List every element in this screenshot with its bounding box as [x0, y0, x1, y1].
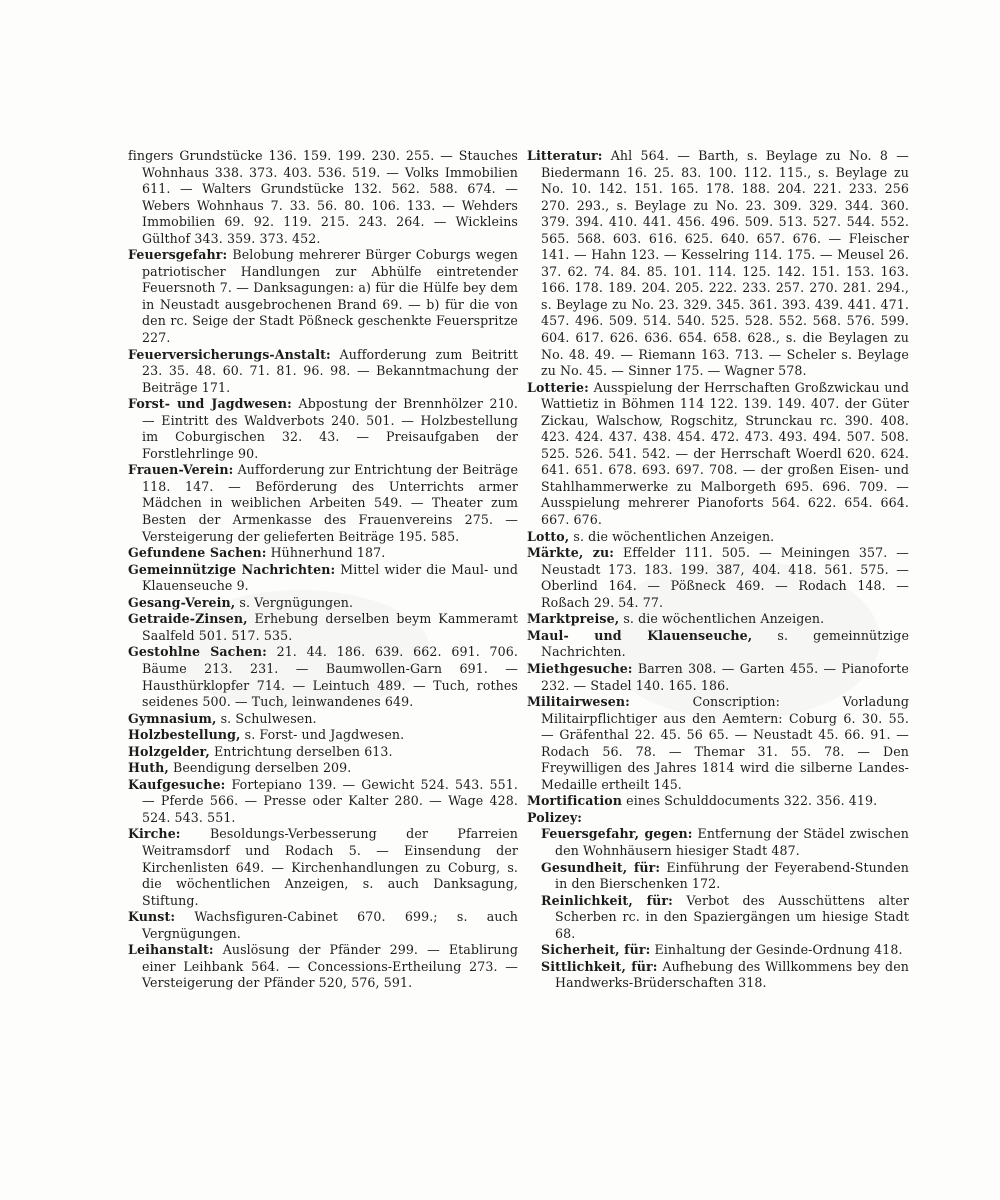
entry-references: Erhebung derselben beym Kammeramt Saalfeld 501. 517. 535.: [142, 611, 518, 643]
entry-heading: Kirche:: [128, 826, 181, 842]
polizey-subentry: [527, 942, 909, 959]
entry-references: Abpostung der Brennhölzer 210. — Eintritt des Waldverbots 240. 501. — Holzbestellung im Coburgischen 32. 43. — Preisaufgaben der Forstlehrlinge 90.: [142, 396, 518, 461]
entry-heading: Holzbestellung,: [128, 727, 241, 743]
index-entry: [128, 711, 518, 728]
index-entry: [527, 529, 909, 546]
entry-references: s. gemeinnützige Nachrichten.: [541, 627, 909, 660]
entry-references: Auslösung der Pfänder 299. — Etablirung einer Leihbank 564. — Concessions-Ertheilung 273. — Versteigerung der Pfänder 520, 576, 591.: [142, 942, 518, 991]
entry-references: Mittel wider die Maul- und Klauenseuche 9.: [142, 561, 518, 594]
entry-heading: Frauen-Verein:: [128, 462, 234, 478]
index-entry: [128, 611, 518, 644]
entry-references: s. Forst- und Jagdwesen.: [240, 727, 405, 743]
entry-heading: Märkte, zu:: [527, 545, 614, 561]
entry-references: Fortepiano 139. — Gewicht 524. 543. 551. — Pferde 566. — Presse oder Kalter 280. — Wage 428. 524. 543. 551.: [142, 776, 518, 825]
entry-references: Aufhebung des Willkommens bey den Handwerks-Brüderschaften 318.: [555, 958, 909, 991]
index-entry: [128, 347, 518, 397]
entry-heading: Marktpreise,: [527, 611, 620, 627]
entry-references: Einführung der Feyerabend-Stunden in den Bierschenken 172.: [555, 859, 909, 892]
index-entry: [128, 595, 518, 612]
index-entry: [527, 148, 909, 380]
index-entry: [527, 694, 909, 793]
left-column: [128, 148, 518, 992]
entry-heading: Holzgelder,: [128, 743, 210, 759]
index-entry: [527, 611, 909, 628]
index-entry: [128, 148, 518, 247]
entry-references: s. die wöchentlichen Anzeigen.: [619, 611, 825, 627]
index-entry: [128, 562, 518, 595]
polizey-subentry: [527, 959, 909, 992]
entry-references: fingers Grundstücke 136. 159. 199. 230. 255. — Stauches Wohnhaus 338. 373. 403. 536. 519. — Volks Immobilien 611. — Walters Grundstücke 132. 562. 588. 674. — Webers Wohnhaus 7. 33. 56. 80. 106. 133. — Wehders Immobilien 69. 92. 119. 215. 243. 264. — Wickleins Gülthof 343. 359. 373. 452.: [128, 148, 518, 246]
entry-heading: Gymnasium,: [128, 710, 217, 726]
entry-heading: Getraide-Zinsen,: [128, 611, 248, 627]
entry-heading: Gesundheit, für:: [541, 859, 661, 875]
entry-references: s. Vergnügungen.: [235, 594, 354, 610]
index-entry: [527, 793, 909, 810]
entry-heading: Gestohlne Sachen:: [128, 644, 267, 660]
entry-heading: Leihanstalt:: [128, 942, 214, 958]
index-entry: [128, 777, 518, 827]
index-entry: [527, 380, 909, 529]
entry-heading: Reinlichkeit, für:: [541, 892, 673, 908]
right-column: [527, 148, 909, 992]
entry-heading: Polizey:: [527, 809, 583, 825]
entry-heading: Gemeinnützige Nachrichten:: [128, 561, 336, 577]
entry-references: Aufforderung zum Beitritt 23. 35. 48. 60. 71. 81. 96. 98. — Bekanntmachung der Beiträge 171.: [142, 346, 518, 395]
entry-heading: Litteratur:: [527, 148, 603, 163]
polizey-subentry: [527, 893, 909, 943]
polizey-subentry: [527, 860, 909, 893]
entry-references: s. die wöchentlichen Anzeigen.: [569, 528, 775, 544]
entry-heading: Sittlichkeit, für:: [541, 958, 658, 974]
entry-references: Barren 308. — Garten 455. — Pianoforte 232. — Stadel 140. 165. 186.: [541, 660, 909, 693]
index-entry: [128, 727, 518, 744]
entry-references: Ausspielung der Herrschaften Großzwickau und Wattietiz in Böhmen 114 122. 139. 149. 407. der Güter Zickau, Walschow, Rogschitz, Strunckau rc. 390. 408. 423. 424. 437. 438. 454. 472. 473. 493. 494. 507. 508. 525. 526. 541. 542. — der Herrschaft Woerdl 620. 624. 641. 651. 678. 693. 697. 708. — der großen Eisen- und Stahlhammerwerke zu Malborgeth 695. 696. 709. — Ausspielung mehrerer Pianoforts 564. 622. 654. 664. 667. 676.: [541, 379, 909, 528]
index-entry: [128, 247, 518, 346]
index-entry: [128, 942, 518, 992]
entry-references: Effelder 111. 505. — Meiningen 357. — Neustadt 173. 183. 199. 387, 404. 418. 561. 575. — Oberlind 164. — Pößneck 469. — Rodach 148. — Roßach 29. 54. 77.: [541, 545, 909, 610]
entry-references: s. Schulwesen.: [216, 710, 317, 726]
entry-references: 21. 44. 186. 639. 662. 691. 706. Bäume 213. 231. — Baumwollen-Garn 691. — Hausthürklopfer 714. — Leintuch 489. — Tuch, rothes seidenes 500. — Tuch, leinwandenes 649.: [142, 644, 518, 710]
entry-references: Entrichtung derselben 613.: [209, 743, 393, 759]
index-entry: [527, 810, 909, 827]
polizey-subentry: [527, 826, 909, 859]
index-entry: [527, 545, 909, 611]
index-entry: [527, 661, 909, 694]
index-entry: [128, 760, 518, 777]
entry-references: Hühnerhund 187.: [266, 545, 386, 561]
entry-references: Aufforderung zur Entrichtung der Beiträge 118. 147. — Beförderung des Unterrichts armer Mädchen in weiblichen Arbeiten 549. — Theater zum Besten der Armenkasse des Frauenvereins 275. — Versteigerung der gelieferten Beiträge 195. 585.: [142, 462, 518, 544]
entry-heading: Militairwesen:: [527, 694, 630, 710]
entry-heading: Kunst:: [128, 909, 176, 925]
index-entry: [128, 396, 518, 462]
index-entry: [128, 462, 518, 545]
entry-heading: Kaufgesuche:: [128, 776, 226, 792]
entry-heading: Feuersgefahr:: [128, 247, 228, 263]
entry-heading: Feuersgefahr, gegen:: [541, 826, 693, 842]
entry-heading: Maul- und Klauenseuche,: [527, 627, 753, 643]
entry-heading: Lotterie:: [527, 379, 589, 395]
index-entry: [128, 909, 518, 942]
index-entry: [128, 545, 518, 562]
entry-references: Entfernung der Städel zwischen den Wohnhäusern hiesiger Stadt 487.: [555, 826, 909, 858]
entry-heading: Miethgesuche:: [527, 660, 633, 676]
entry-heading: Sicherheit, für:: [541, 942, 651, 958]
entry-references: Belobung mehrerer Bürger Coburgs wegen patriotischer Handlungen zur Abhülfe eintretender Feuersnoth 7. — Danksagungen: a) für die Hülfe bey dem in Neustadt ausgebrochenen Brand 69. — b) für die von den rc. Seige der Stadt Pößneck geschenkte Feuerspritze 227.: [142, 247, 518, 346]
entry-references: Ahl 564. — Barth, s. Beylage zu No. 8 — Biedermann 16. 25. 83. 100. 112. 115., s. Beylage zu No. 10. 142. 151. 165. 178. 188. 204. 221. 233. 256 270. 293., s. Beylage zu No. 23. 309. 329. 344. 360. 379. 394. 410. 441. 456. 496. 509. 513. 527. 544. 552. 565. 568. 603. 616. 625. 640. 657. 676. — Fleischer 141. — Hahn 123. — Kesselring 114. 175. — Meusel 26. 37. 62. 74. 84. 85. 101. 114. 125. 142. 151. 153. 163. 166. 178. 189. 204. 205. 222. 233. 257. 270. 281. 294., s. Beylage zu No. 23. 329. 345. 361. 393. 439. 441. 471. 457. 496. 509. 514. 540. 525. 528. 552. 568. 576. 599. 604. 617. 626. 636. 654. 658. 628., s. die Beylagen zu No. 48. 49. — Riemann 163. 713. — Scheler s. Beylage zu No. 45. — Sinner 175. — Wagner 578.: [541, 148, 909, 379]
entry-heading: Mortification: [527, 793, 623, 809]
entry-references: Beendigung derselben 209.: [168, 760, 352, 776]
entry-heading: Forst- und Jagdwesen:: [128, 396, 292, 412]
entry-references: Wachsfiguren-Cabinet 670. 699.; s. auch Vergnügungen.: [142, 909, 518, 941]
index-entry: [128, 826, 518, 909]
entry-references: Verbot des Ausschüttens alter Scherben rc. in den Spaziergängen um hiesige Stadt 68.: [555, 892, 910, 941]
entry-heading: Huth,: [128, 760, 169, 776]
entry-heading: Lotto,: [527, 528, 570, 544]
index-entry: [128, 644, 518, 710]
entry-references: Besoldungs-Verbesserung der Pfarreien Weitramsdorf und Rodach 5. — Einsendung der Kirchenlisten 649. — Kirchenhandlungen zu Coburg, s. die wöchentlichen Anzeigen, s. auch Danksagung, Stiftung.: [142, 826, 518, 908]
index-entry: [128, 744, 518, 761]
entry-references: Einhaltung der Gesinde-Ordnung 418.: [650, 942, 903, 958]
entry-references: Conscription: Vorladung Militairpflichtiger aus den Aemtern: Coburg 6. 30. 55. — Gräfenthal 22. 45. 56 65. — Neustadt 45. 66. 91. — Rodach 56. 78. — Themar 31. 55. 78. — Den Freywilligen des Jahres 1814 wird die silberne Landes-Medaille ertheilt 145.: [541, 694, 909, 792]
index-entry: [527, 628, 909, 661]
entry-heading: Feuerversicherungs-Anstalt:: [128, 346, 331, 362]
entry-heading: Gefundene Sachen:: [128, 545, 267, 561]
entry-references: eines Schulddocuments 322. 356. 419.: [622, 793, 878, 809]
entry-heading: Gesang-Verein,: [128, 594, 236, 610]
